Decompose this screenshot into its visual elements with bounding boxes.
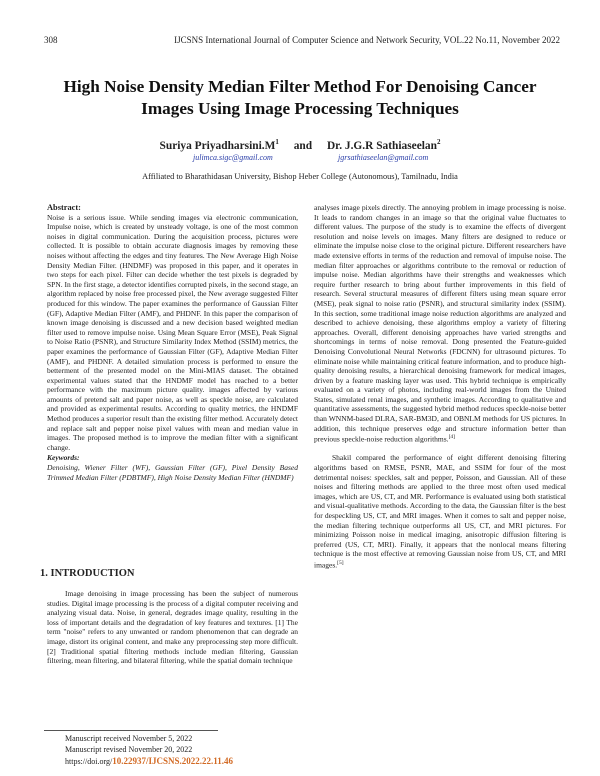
doi-line <box>65 756 233 766</box>
keywords-heading: Keywords: <box>47 453 80 463</box>
doi-link[interactable]: 10.22937/IJCSNS.2022.22.11.46 <box>112 756 233 766</box>
abstract-text: Noise is a serious issue. While sending images via electronic communication, Impulse noise, which is created by unsteady voltage, is one of the most common noises in digital communication. During the acquisition process, pictures were collected. It is possible to obtain accurate diagnosis images by removing these noises without affecting the edges and tiny features. The New Average High Noise Density Median Filter. (HNDMF) was proposed in this paper, and it operates in two steps for each pixel. Filter can decide whether the test pixels is degraded by SPN. In the first stage, a detector identifies corrupted pixels, in the second stage, an algorithm replaced by noise free processed pixel, the New average suggested Filter produced for this window. The paper examines the performance of Gaussian Filter (GF), Adaptive Median Filter (AMF), and PHDNF. In this paper the comparison of known image denoising is discussed and a new decision based weighted median filter used to remove impulse noise. Using Mean Square Error (MSE), Peak Signal to Noise Ratio (PSNR), and Structure Similarity Index Method (SSIM) metrics, the paper examines the performance of Gaussian Filter (GF), Adaptive Median Filter (AMF), and PHDNF. A detailed simulation process is performed to ensure the betterment of the presented model on the Mini-MIAS dataset. The obtained experimental values stated that the HNDMF model has reached to a better performance with the maximum picture quality. images affected by various amounts of pretend salt and paper noise, as well as speckle noise, are calculated and provided as experimental results. According to quality metrics, the HNDMF Method produces a superior result than the existing filter method. Accurately detect and replace salt and pepper noise pixel values with mean and median value in images. The proposed method is to improve the median filter with a significant change. <box>47 212 298 452</box>
right-paragraph-1 <box>314 203 566 444</box>
doi-prefix: https://doi.org/ <box>65 757 113 766</box>
intro-heading: 1. INTRODUCTION <box>40 568 135 579</box>
intro-body <box>47 589 298 666</box>
keywords-text: Denoising, Wiener Filter (WF), Gaussian Filter (GF), Pixel Density Based Trimmed Median Filter (PDBTMF), High Noise Density Median Filter (HNDMF) <box>47 463 298 482</box>
right-paragraph-2-text: Shakil compared the performance of eight different denoising filtering algorithms based on RMSE, PSNR, MAE, and SSIM for four of the most detrimental noises: speckles, salt and pepper, Poisson, and Gaussian. All of these noises and filtering methods are applied to the three most often used medical images, which are US, CT, and MR. Performance is evaluated using both statistical and visual-qualitative methods. According to the data, the Gaussian filter is the best for despeckling US, CT, and MRI images. When it comes to salt and pepper noise, the median filtering technique outperforms all US, CT, and MRI pictures. For minimizing Poisson noise in medical imaging, anisotropic diffusion filtering is preferred (US, CT, MRI). Finally, it appears that the nonlocal means filtering technique is the most effective at removing Gaussian noise from US, CT, and MRI images. <box>314 453 566 570</box>
abstract-heading: Abstract: <box>47 203 81 212</box>
footnote-divider <box>44 730 218 731</box>
title-line-1: High Noise Density Median Filter Method For Denoising Cancer <box>63 77 537 96</box>
right-paragraph-2 <box>314 453 566 570</box>
right-column <box>314 203 566 570</box>
author-2-sup: 2 <box>436 138 441 146</box>
email-2[interactable]: jgrsathiaseelan@gmail.com <box>338 153 429 162</box>
manuscript-received: Manuscript received November 5, 2022 <box>65 734 193 743</box>
author-1: Suriya Priyadharsini.M <box>159 139 276 152</box>
right-paragraph-1-text: analyses image pixels directly. The annoying problem in image processing is noise. It leads to random changes in an image so that the original value fluctuates to different values. The purpose of the study is to examine the effects of divergent resolution and noise levels on images. Many filters are designed to reduce or eliminate the impulse noise close to the original picture. Different researchers have made extensive efforts in terms of the reduction and removal of impulse noise. The median filter approaches or algorithms contribute to the removal or reduction of impulse noise. Median algorithms have their strengths and weaknesses which require further research to bring about further improvements in this field of research. Several structural measures of different filters using mean square error (MSE), peak signal to noise ratio (PSNR), and structural similarity index (SSIM). In this section, some traditional image noise reduction algorithms are analyzed and described to achieve denoising, these algorithms employ a variety of filtering approaches. Overall, different denoising approaches have varied strengths and shortcomings in terms of noise removal. Dong presented the Feature-guided Denoising Convolutional Neural Networks (FDCNN) for ultrasound pictures. To eliminate noise while maintaining critical feature information, and to produce high-quality denoising results, a hierarchical denoising framework for medical images, driven by a feature masking layer was used. This hybrid technique is empirically evaluated on a variety of photos, including real-world images from the United States, simulated renal images, and synthetic images. According to qualitative and quantitative assessments, the suggested hybrid method reduces speckle-noise better than WNNM-based DLRA, SAR-BM3D, and OBNLM methods for US pictures. In addition, this technique preserves edge and structure information better than previous speckle-noise reduction algorithms. <box>314 203 566 444</box>
author-line <box>40 138 560 152</box>
page-number: 308 <box>44 35 58 45</box>
left-column <box>47 203 298 482</box>
citation-4[interactable]: [4] <box>448 434 455 441</box>
title-line-2: Images Using Image Processing Techniques <box>141 99 459 118</box>
manuscript-revised: Manuscript revised November 20, 2022 <box>65 745 193 754</box>
author-and: and <box>293 139 313 152</box>
intro-paragraph-1: Image denoising in image processing has been the subject of numerous studies. Digital image processing is the process of a digital computer receiving and analyzing visual data. Noise, in general, degrades image quality, resulting in the loss of important details and the degradation of key features and textures. [1] The term "noise" refers to any unwanted or random phenomenon that can degrade an image, distort its original content, and make any preprocessing step more difficult.[2] Traditional spatial filtering methods include median filtering, Gaussian filtering, mean filtering, and bilateral filtering, while the spatial domain technique <box>47 589 298 666</box>
affiliation: Affiliated to Bharathidasan University, Bishop Heber College (Autonomous), Tamilnadu, India <box>142 172 458 181</box>
author-2: Dr. J.G.R Sathiaseelan <box>326 139 437 152</box>
citation-5[interactable]: [5] <box>337 559 344 566</box>
paper-title <box>40 76 560 120</box>
email-1[interactable]: julimca.sigc@gmail.com <box>193 153 273 162</box>
journal-header: IJCSNS International Journal of Computer Science and Network Security, VOL.22 No.11, November 2022 <box>174 35 560 45</box>
author-emails <box>193 153 513 162</box>
author-1-sup: 1 <box>275 138 279 146</box>
